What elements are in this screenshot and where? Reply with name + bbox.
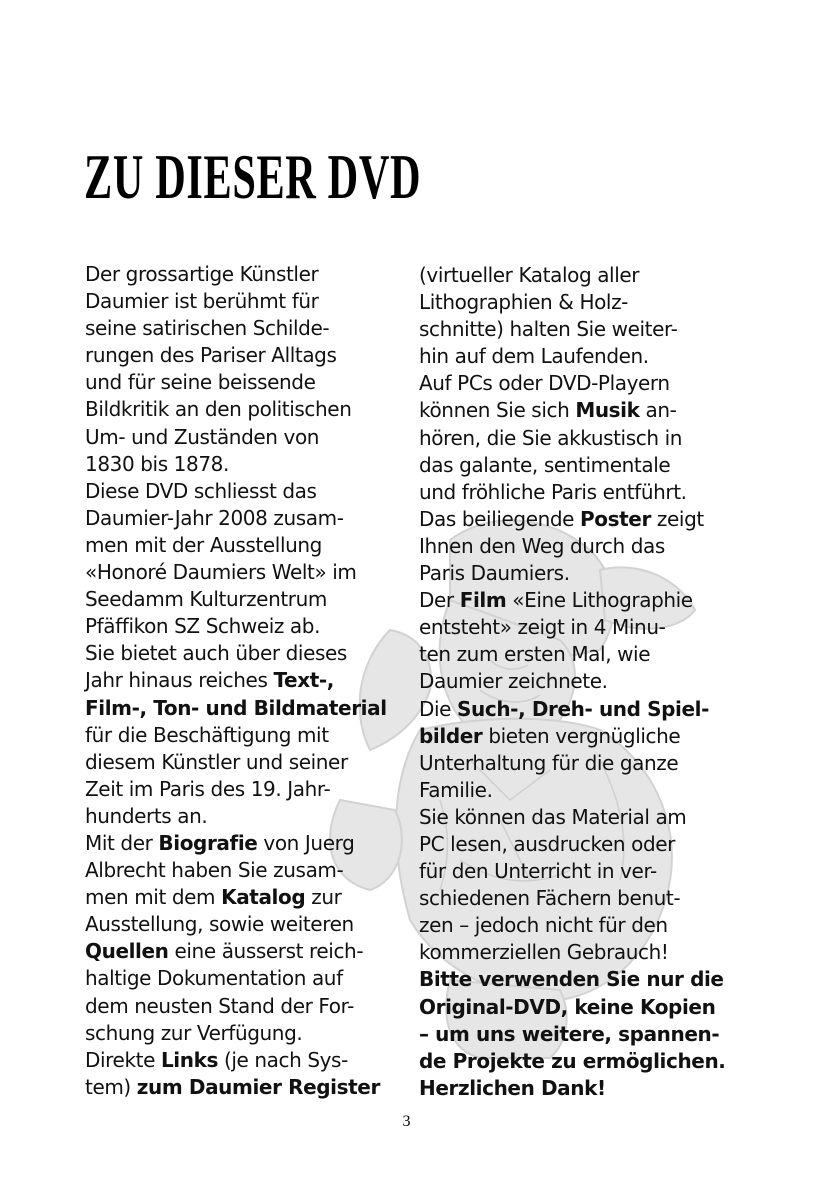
text-line [85, 1020, 395, 1047]
text-line [85, 695, 395, 722]
text-line [85, 424, 395, 451]
text-segment: Daumier zeichnete. [419, 669, 608, 694]
text-segment: an- [639, 398, 677, 423]
text-segment: «Honoré Daumiers Welt» im [85, 560, 357, 585]
text-line [419, 343, 729, 370]
bold-text-segment: bilder [419, 723, 483, 748]
text-segment: Um- und Zuständen von [85, 424, 320, 449]
text-line [419, 966, 729, 993]
text-line [85, 722, 395, 749]
text-segment: schung zur Verfügung. [85, 1020, 303, 1045]
text-segment: schiedenen Fächern benut- [419, 886, 681, 911]
text-line [419, 912, 729, 939]
text-line [85, 559, 395, 586]
text-line [419, 1021, 729, 1048]
text-line [419, 696, 729, 723]
text-line [85, 586, 395, 613]
bold-text-segment: Biografie [158, 830, 258, 855]
text-line [85, 478, 395, 505]
text-segment: Bildkritik an den politischen [85, 397, 352, 422]
text-segment: Der grossartige Künstler [85, 262, 319, 286]
text-segment: und fröhliche Paris entführt. [419, 479, 687, 504]
text-segment: seine satirischen Schilde- [85, 316, 330, 341]
text-segment: Sie bietet auch über dieses [85, 641, 347, 666]
text-segment: Ausstellung, sowie weiteren [85, 912, 354, 937]
text-line [419, 994, 729, 1021]
bold-text-segment: zum Daumier Register [136, 1074, 380, 1099]
text-line [419, 506, 729, 533]
text-segment: Daumier-Jahr 2008 zusam- [85, 505, 344, 530]
text-segment: rungen des Pariser Alltags [85, 343, 337, 368]
text-segment: Diese DVD schliesst das [85, 478, 317, 503]
bold-text-segment: Herzlichen Dank! [419, 1075, 606, 1100]
text-segment: Paris Daumiers. [419, 561, 570, 586]
text-line [419, 750, 729, 777]
text-segment: Die [419, 696, 458, 721]
text-line [85, 261, 395, 288]
text-segment: diesem Künstler und seiner [85, 749, 348, 774]
text-segment: (je nach Sys- [217, 1047, 348, 1072]
text-segment: Zeit im Paris des 19. Jahr- [85, 776, 331, 801]
text-segment: Der [419, 588, 460, 613]
text-segment: Das beiliegende [419, 506, 581, 531]
bold-text-segment: Bitte verwenden Sie nur die [419, 967, 724, 992]
text-line [419, 289, 729, 316]
text-line [85, 613, 395, 640]
text-segment: für die Beschäftigung mit [85, 722, 329, 747]
text-segment: bieten vergnügliche [482, 723, 681, 748]
text-line [419, 533, 729, 560]
text-line [85, 532, 395, 559]
text-line [419, 452, 729, 479]
text-line [85, 749, 395, 776]
text-segment: können Sie sich [419, 398, 576, 423]
page-title: ZU DIESER DVD [84, 141, 422, 212]
bold-text-segment: Such-, Dreh- und Spiel- [457, 696, 710, 721]
text-line [419, 1048, 729, 1075]
text-segment: schnitte) halten Sie weiter- [419, 317, 678, 342]
text-segment: Sie können das Material am [419, 804, 687, 829]
text-segment: entsteht» zeigt in 4 Minu- [419, 615, 666, 640]
text-line [85, 369, 395, 396]
right-text-column [419, 262, 729, 1102]
text-segment: zeigt [650, 506, 704, 531]
bold-text-segment: Katalog [221, 885, 306, 910]
bold-text-segment: – um uns weitere, spannen- [419, 1021, 720, 1046]
text-line [419, 641, 729, 668]
text-segment: kommerziellen Gebrauch! [419, 940, 669, 965]
bold-text-segment: Poster [580, 506, 651, 531]
text-segment: 1830 bis 1878. [85, 451, 229, 476]
text-line [85, 396, 395, 423]
text-line [85, 505, 395, 532]
text-line [419, 479, 729, 506]
text-line [419, 831, 729, 858]
text-segment: zur [305, 885, 342, 910]
text-segment: tem) [85, 1074, 137, 1099]
text-line [419, 939, 729, 966]
text-segment: dem neusten Stand der For- [85, 993, 354, 1018]
text-segment: zen – jedoch nicht für den [419, 913, 668, 938]
text-line [419, 560, 729, 587]
text-line [85, 938, 395, 965]
text-segment: men mit dem [85, 885, 222, 910]
page-number: 3 [402, 1113, 411, 1130]
bold-text-segment: Film [459, 588, 507, 613]
text-line [85, 315, 395, 342]
text-segment: Ihnen den Weg durch das [419, 533, 665, 558]
bold-text-segment: Links [160, 1047, 218, 1072]
bold-text-segment: de Projekte zu ermöglichen. [419, 1048, 726, 1073]
text-segment: hören, die Sie akkustisch in [419, 425, 682, 450]
text-line [85, 965, 395, 992]
text-segment: men mit der Ausstellung [85, 532, 322, 557]
text-line [419, 370, 729, 397]
text-segment: von Juerg [257, 830, 355, 855]
text-segment: Unterhaltung für die ganze [419, 750, 679, 775]
text-segment: (virtueller Katalog aller [419, 263, 640, 287]
text-segment: hin auf dem Laufenden. [419, 344, 649, 369]
text-line [85, 803, 395, 830]
text-line [419, 397, 729, 424]
text-line [85, 776, 395, 803]
text-line [85, 1074, 395, 1101]
text-segment: Familie. [419, 777, 493, 802]
text-line [419, 425, 729, 452]
text-segment: ten zum ersten Mal, wie [419, 642, 651, 667]
text-segment: Jahr hinaus reiches [85, 668, 274, 693]
text-segment: Pfäffikon SZ Schweiz ab. [85, 614, 321, 639]
text-line [85, 911, 395, 938]
text-line [85, 993, 395, 1020]
text-segment: haltige Dokumentation auf [85, 966, 343, 991]
text-segment: eine äusserst reich- [168, 939, 364, 964]
text-line [85, 884, 395, 911]
text-line [85, 857, 395, 884]
text-line [419, 1075, 729, 1102]
text-line [85, 830, 395, 857]
left-text-column [85, 261, 395, 1101]
text-segment: das galante, sentimentale [419, 452, 671, 477]
text-line [419, 804, 729, 831]
text-segment: «Eine Lithographie [506, 588, 693, 613]
text-line [419, 668, 729, 695]
text-segment: Albrecht haben Sie zusam- [85, 858, 344, 883]
text-line [419, 316, 729, 343]
text-segment: Seedamm Kulturzentrum [85, 587, 327, 612]
bold-text-segment: Musik [575, 398, 640, 423]
text-line [85, 342, 395, 369]
text-line [85, 640, 395, 667]
bold-text-segment: Text-, [273, 668, 334, 693]
text-line [419, 262, 729, 289]
bold-text-segment: Film-, Ton- und Bildmaterial [85, 695, 387, 720]
text-segment: für den Unterricht in ver- [419, 859, 657, 884]
text-line [85, 451, 395, 478]
text-line [419, 858, 729, 885]
text-line [419, 885, 729, 912]
text-segment: Lithographien & Holz- [419, 290, 628, 315]
text-line [419, 723, 729, 750]
text-line [419, 777, 729, 804]
bold-text-segment: Original-DVD, keine Kopien [419, 994, 716, 1019]
text-segment: Daumier ist berühmt für [85, 289, 319, 314]
text-segment: PC lesen, ausdrucken oder [419, 831, 675, 856]
text-line [419, 587, 729, 614]
text-line [85, 667, 395, 694]
text-segment: und für seine beissende [85, 370, 316, 395]
text-segment: hunderts an. [85, 803, 208, 828]
text-line [85, 288, 395, 315]
text-line [419, 614, 729, 641]
text-segment: Auf PCs oder DVD-Playern [419, 371, 670, 396]
text-segment: Mit der [85, 830, 159, 855]
bold-text-segment: Quellen [85, 939, 169, 964]
text-segment: Direkte [85, 1047, 161, 1072]
text-line [85, 1047, 395, 1074]
